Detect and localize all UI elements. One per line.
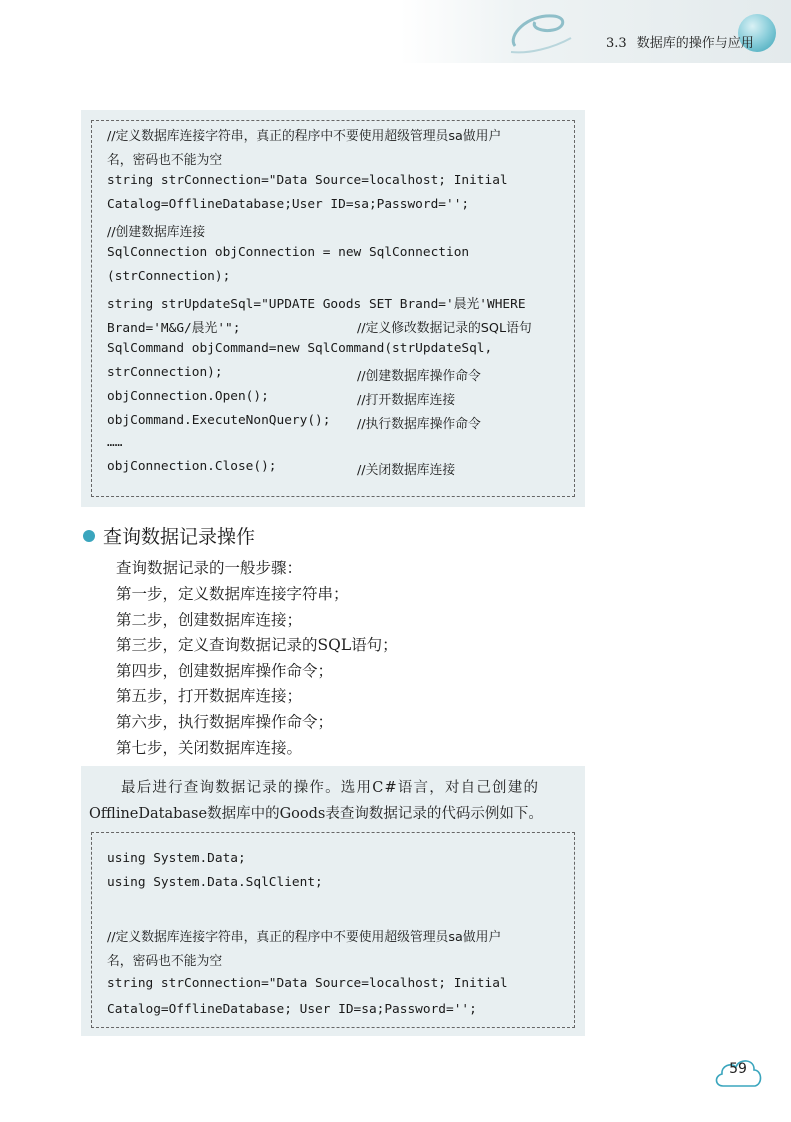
example-panel <box>81 766 585 1036</box>
code-line: objConnection.Open(); <box>107 389 269 404</box>
step-item: 第五步，打开数据库连接； <box>116 687 303 705</box>
code-line: (strConnection); <box>107 269 231 284</box>
code-line: Catalog=OfflineDatabase; User ID=sa;Password=''; <box>107 1002 477 1017</box>
section-bullet-icon <box>83 530 95 542</box>
code-line: using System.Data.SqlClient; <box>107 875 323 890</box>
code-line: objConnection.Close(); <box>107 459 277 474</box>
code-line: Catalog=OfflineDatabase;User ID=sa;Password=''; <box>107 197 470 212</box>
code-line: 名，密码也不能为空 <box>107 954 223 969</box>
page-number: 59 <box>729 1061 747 1077</box>
code-line: using System.Data; <box>107 851 246 866</box>
code-comment: //创建数据库操作命令 <box>357 369 481 384</box>
code-comment: //执行数据库操作命令 <box>357 417 481 432</box>
swoosh-logo-icon <box>505 8 575 56</box>
code-comment: //关闭数据库连接 <box>357 463 456 478</box>
code-line: string strConnection="Data Source=localhost; Initial <box>107 173 508 188</box>
step-item: 第七步，关闭数据库连接。 <box>116 739 303 757</box>
step-item: 第六步，执行数据库操作命令； <box>116 713 334 731</box>
code-line: Brand='M&G/晨光'"; <box>107 321 241 336</box>
section-title: 数据库的操作与应用 <box>636 36 754 51</box>
code-block-1 <box>81 110 585 507</box>
note-line-2: OfflineDatabase数据库中的Goods表查询数据记录的代码示例如下。 <box>89 806 543 822</box>
step-item: 第三步，定义查询数据记录的SQL语句； <box>116 636 398 654</box>
code-line: objCommand.ExecuteNonQuery(); <box>107 413 331 428</box>
step-item: 第二步，创建数据库连接； <box>116 611 303 629</box>
code-line: //定义数据库连接字符串，真正的程序中不要使用超级管理员sa做用户 <box>107 129 502 144</box>
step-item: 第四步，创建数据库操作命令； <box>116 662 334 680</box>
code-line: SqlCommand objCommand=new SqlCommand(strUpdateSql, <box>107 341 493 356</box>
code-line: string strConnection="Data Source=localhost; Initial <box>107 976 508 991</box>
code-line: SqlConnection objConnection = new SqlConnection <box>107 245 470 260</box>
code-line: //创建数据库连接 <box>107 225 206 240</box>
note-line-1: 最后进行查询数据记录的操作。选用C#语言，对自己创建的 <box>121 780 540 796</box>
ellipsis: …… <box>107 435 123 450</box>
step-item: 第一步，定义数据库连接字符串； <box>116 585 349 603</box>
code-comment: //定义修改数据记录的SQL语句 <box>357 321 532 336</box>
section-heading: 查询数据记录操作 <box>103 526 256 548</box>
code-line: //定义数据库连接字符串，真正的程序中不要使用超级管理员sa做用户 <box>107 930 502 945</box>
code-line: 名，密码也不能为空 <box>107 153 223 168</box>
code-comment: //打开数据库连接 <box>357 393 456 408</box>
step-intro: 查询数据记录的一般步骤： <box>116 559 303 577</box>
section-number: 3.3 <box>606 36 627 51</box>
running-header <box>606 32 754 51</box>
code-line: strConnection); <box>107 365 223 380</box>
code-line: string strUpdateSql="UPDATE Goods SET Brand='晨光'WHERE <box>107 297 526 312</box>
